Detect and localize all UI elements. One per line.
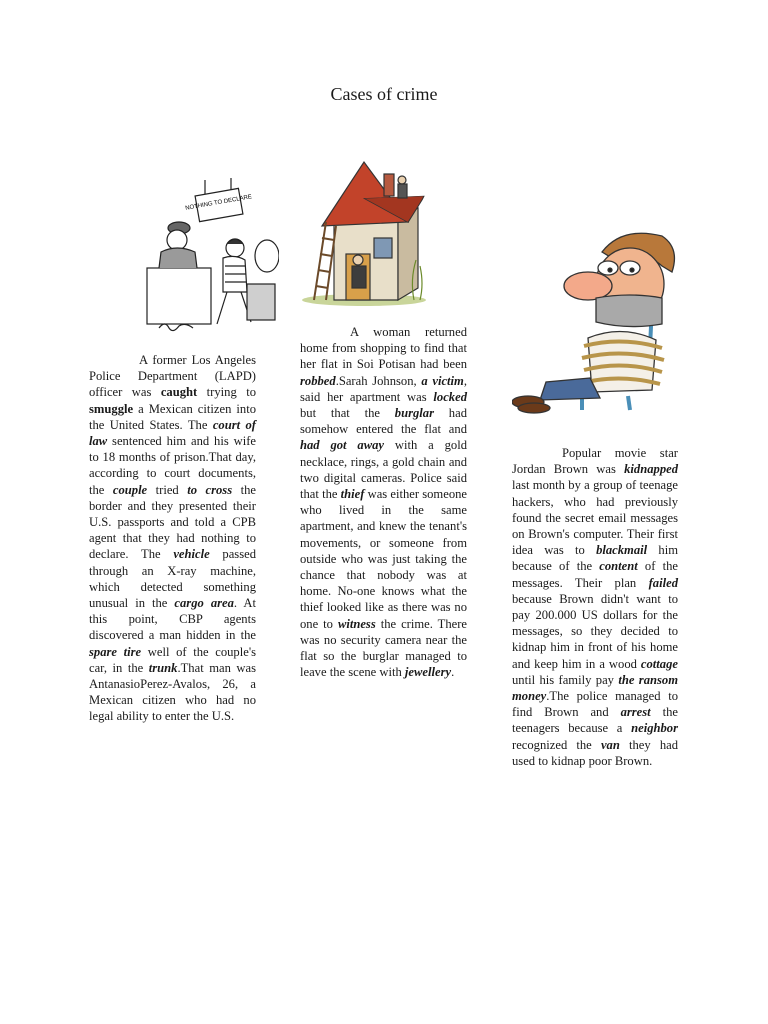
vocabulary-term: locked: [433, 389, 467, 404]
text-run: of the messages. Their plan: [512, 559, 678, 590]
vocabulary-term: kidnapped: [624, 462, 678, 477]
text-run: .Sarah Johnson,: [335, 373, 422, 388]
customs-cartoon-illustration: [143, 172, 279, 332]
vocabulary-term: blackmail: [596, 543, 648, 558]
text-run: .: [451, 665, 455, 680]
text-run: well of the couple's car, in the: [89, 644, 256, 675]
burglar-house-illustration: [300, 156, 430, 308]
text-run: a Mexican citizen into the United States. The: [89, 401, 256, 432]
text-run: the border and they presented their U.S. passports and told a CPB agent that they had nothing to declare. The: [89, 482, 256, 562]
text-run: because Brown didn't want to pay 200.000 US dollars for the messages, so they decided to kidnap him in front of his home and keep him in a wood: [512, 591, 678, 671]
text-run: the teenagers because a: [512, 705, 678, 736]
vocabulary-term: jewellery: [404, 665, 452, 680]
text-run: A former Los Angeles Police Department (LAPD) officer was: [89, 353, 256, 400]
text-run: him because of the: [512, 543, 678, 574]
text-run: .The police managed to find Brown and: [512, 689, 678, 720]
vocabulary-term: caught: [160, 385, 198, 400]
text-run: with a gold necklace, rings, a gold chain and two digital cameras. Police said that the: [300, 438, 467, 502]
text-run: A woman returned home from shopping to find that her flat in Soi Potisan had been: [300, 325, 467, 372]
vocabulary-term: cottage: [640, 656, 678, 671]
story-customs-smuggling: [89, 352, 256, 725]
vocabulary-term: van: [600, 737, 620, 752]
text-run: was either someone who lived in the same apartment, and knew the tenant's movements, or someone from outside who was just taking the chance that nobody was at home. No-one knows what the thief looked like as there was no one to: [300, 487, 467, 631]
text-run: but that the: [300, 406, 395, 421]
vocabulary-term: had got away: [300, 438, 385, 453]
text-run: had somehow entered the flat and: [300, 406, 467, 437]
vocabulary-term: court of law: [89, 417, 257, 449]
vocabulary-term: cargo area: [174, 596, 234, 611]
text-run: .That man was AntanasioPerez-Avalos, 26, a Mexican citizen who had no legal ability to enter the U.S.: [89, 660, 256, 724]
vocabulary-term: burglar: [394, 406, 434, 421]
page-title: Cases of crime: [330, 84, 438, 104]
vocabulary-term: vehicle: [173, 547, 210, 562]
text-run: recognized the: [512, 737, 601, 752]
story-flat-robbery: [300, 324, 467, 680]
story-paragraph: [512, 445, 678, 769]
vocabulary-term: to cross: [187, 482, 233, 497]
sign-text: NOTHING TO DECLARE: [184, 194, 253, 212]
story-paragraph: [89, 352, 256, 725]
story-kidnapping: [512, 445, 678, 769]
vocabulary-term: spare tire: [89, 644, 142, 659]
vocabulary-term: thief: [340, 487, 365, 502]
text-run: sentenced him and his wife to 18 months of prison.That day, according to court documents, the: [89, 434, 256, 497]
text-run: trying to: [197, 385, 256, 400]
vocabulary-term: trunk: [148, 660, 178, 675]
text-run: Popular movie star Jordan Brown was: [512, 446, 678, 477]
text-run: the crime. There was no security camera near the flat so the burglar managed to leave the scene with: [300, 616, 467, 680]
vocabulary-term: arrest: [620, 705, 651, 720]
text-run: until his family pay: [512, 672, 619, 687]
vocabulary-term: smuggle: [89, 401, 134, 416]
vocabulary-term: robbed: [300, 373, 336, 388]
text-run: they had used to kidnap poor Brown.: [512, 737, 678, 768]
text-run: passed through an X-ray machine, which detected something unusual in the: [89, 547, 256, 611]
vocabulary-term: the ransom money: [512, 672, 678, 704]
vocabulary-term: neighbor: [631, 721, 678, 736]
kidnapped-man-illustration: [512, 228, 680, 414]
vocabulary-term: couple: [112, 482, 148, 497]
vocabulary-term: content: [599, 559, 638, 574]
vocabulary-term: failed: [648, 575, 678, 590]
text-run: last month by a group of teenage hackers, who had previously found the secret email messages on Brown's computer. Their first idea was to: [512, 478, 678, 558]
text-run: . At this point, CBP agents discovered a man hidden in the: [89, 596, 256, 643]
vocabulary-term: a victim: [421, 373, 464, 388]
story-paragraph: [300, 324, 467, 680]
text-run: , said her apartment was: [300, 373, 467, 404]
vocabulary-term: witness: [337, 616, 376, 631]
text-run: tried: [147, 482, 188, 497]
